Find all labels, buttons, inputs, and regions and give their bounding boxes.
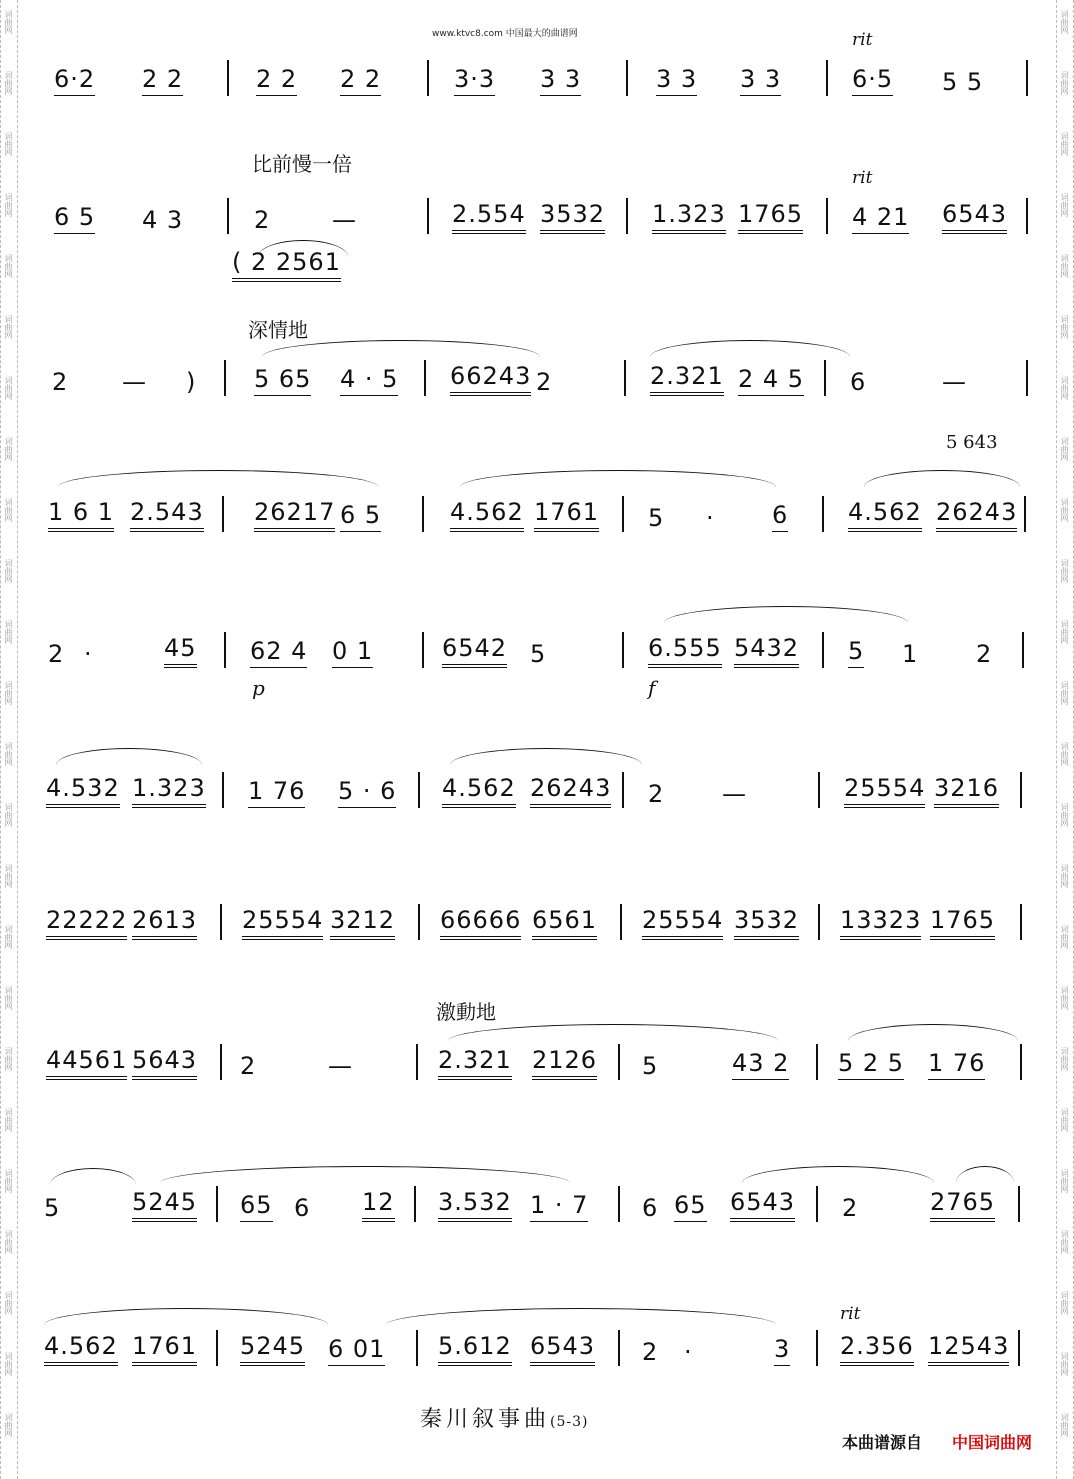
note-group: 66666	[440, 906, 521, 940]
note-group: 2.543	[130, 498, 204, 532]
watermark-text: 词曲网	[1060, 1108, 1069, 1132]
watermark-text: 词曲网	[1060, 925, 1069, 949]
note-group: 5	[848, 637, 864, 668]
note-group: 1 6 1	[48, 498, 114, 532]
watermark-text: 词曲网	[1060, 559, 1069, 583]
note-group: 26243	[530, 774, 611, 808]
watermark-text: 词曲网	[4, 1108, 13, 1132]
note-group: 3 3	[656, 65, 697, 96]
note-group: 6	[772, 501, 788, 532]
watermark-text: 词曲网	[4, 681, 13, 705]
watermark-text: 词曲网	[1060, 803, 1069, 827]
note-group: —	[122, 368, 147, 396]
note-group: 3 3	[540, 65, 581, 96]
note-group: 3	[774, 1335, 790, 1366]
note-group: 26217	[254, 498, 335, 532]
watermark-text: 词曲网	[4, 620, 13, 644]
note-group: 2 4 5	[738, 365, 804, 396]
dynamic-mark: p	[252, 676, 265, 700]
bar-line	[222, 772, 224, 808]
note-group: 4 · 5	[340, 365, 398, 396]
note-group: 4.562	[44, 1332, 118, 1366]
note-group: 5	[648, 504, 665, 532]
score-row	[44, 880, 1028, 940]
note-group: 6	[850, 368, 867, 396]
lower-voice: ( 2 2561	[232, 248, 341, 282]
bar-line	[1026, 360, 1028, 396]
score-row	[44, 174, 1028, 234]
bar-line	[626, 198, 628, 234]
note-group: 3.532	[438, 1188, 512, 1222]
note-group: 1.323	[132, 774, 206, 808]
bar-line	[1022, 632, 1024, 668]
bar-line	[427, 198, 429, 234]
ornament-note: 5 643	[946, 432, 998, 453]
note-group: 5 2 5	[838, 1049, 904, 1080]
note-group: 65	[240, 1191, 273, 1222]
score-row	[44, 336, 1028, 396]
bar-line	[227, 198, 229, 234]
watermark-text: 词曲网	[4, 1291, 13, 1315]
note-group: 5	[530, 640, 547, 668]
bar-line	[1024, 496, 1026, 532]
left-watermark-strip	[0, 0, 18, 1479]
note-group: 6·5	[852, 65, 893, 96]
note-group: —	[942, 368, 967, 396]
note-group: 2	[52, 368, 69, 396]
note-group: 2	[254, 206, 271, 234]
watermark-text: 词曲网	[4, 1169, 13, 1193]
note-group: 1761	[534, 498, 599, 532]
note-group: 1 76	[248, 777, 305, 808]
note-group: 1765	[738, 200, 803, 234]
note-group: 2 2	[340, 65, 381, 96]
watermark-text: 词曲网	[4, 437, 13, 461]
note-group: 5	[642, 1052, 659, 1080]
note-group: 44561	[46, 1046, 127, 1080]
note-group: 5643	[132, 1046, 197, 1080]
note-group: 1761	[132, 1332, 197, 1366]
note-group: 13323	[840, 906, 921, 940]
bar-line	[216, 1186, 218, 1222]
note-group: 6 5	[54, 203, 95, 234]
watermark-text: 词曲网	[4, 742, 13, 766]
bar-line	[422, 632, 424, 668]
note-group: 5245	[240, 1332, 305, 1366]
bar-line	[1018, 1330, 1020, 1366]
note-group: ·	[684, 1338, 693, 1366]
bar-line	[822, 496, 824, 532]
note-group: 2.321	[438, 1046, 512, 1080]
note-group: 2	[48, 640, 65, 668]
score-row	[44, 608, 1028, 668]
note-group: 5245	[132, 1188, 197, 1222]
piece-title	[420, 1402, 588, 1433]
note-group: 2	[842, 1194, 859, 1222]
bar-line	[622, 772, 624, 808]
watermark-text: 词曲网	[4, 193, 13, 217]
note-group: 4.562	[848, 498, 922, 532]
watermark-text: 词曲网	[4, 986, 13, 1010]
bar-line	[622, 632, 624, 668]
bar-line	[416, 1044, 418, 1080]
note-group: 2	[648, 780, 665, 808]
note-group: 4 3	[142, 206, 184, 234]
watermark-text: 词曲网	[1060, 437, 1069, 461]
watermark-text: 词曲网	[4, 1413, 13, 1437]
note-group: —	[328, 1052, 353, 1080]
watermark-text: 词曲网	[1060, 1413, 1069, 1437]
note-group: 26243	[936, 498, 1017, 532]
note-group: 6543	[730, 1188, 795, 1222]
bar-line	[622, 496, 624, 532]
note-group: 12543	[928, 1332, 1009, 1366]
note-group: 6543	[530, 1332, 595, 1366]
score-row	[44, 748, 1028, 808]
bar-line	[824, 360, 826, 396]
site-name-link[interactable]: 中国词曲网	[952, 1433, 1033, 1452]
note-group: 2 2	[256, 65, 297, 96]
bar-line	[816, 1330, 818, 1366]
note-group: 62 4	[250, 637, 307, 668]
note-group: 4 21	[852, 203, 909, 234]
bar-line	[1020, 1044, 1022, 1080]
watermark-text: 词曲网	[1060, 71, 1069, 95]
note-group: 25554	[242, 906, 323, 940]
bar-line	[618, 1186, 620, 1222]
note-group: 2613	[132, 906, 197, 940]
bar-line	[826, 198, 828, 234]
watermark-text: 词曲网	[1060, 864, 1069, 888]
note-group: 45	[164, 634, 197, 668]
bar-line	[826, 60, 828, 96]
note-group: 6	[642, 1194, 659, 1222]
note-group: 6542	[442, 634, 507, 668]
note-group: 6	[294, 1194, 311, 1222]
tempo-mark: rit	[840, 1304, 861, 1324]
note-group: 65	[674, 1191, 707, 1222]
watermark-text: 词曲网	[1060, 1047, 1069, 1071]
note-group: 2.356	[840, 1332, 914, 1366]
page-number: (5-3)	[550, 1414, 589, 1430]
note-group: 5 · 6	[338, 777, 396, 808]
score-row	[44, 1162, 1028, 1222]
note-group: 2	[240, 1052, 257, 1080]
bar-line	[822, 632, 824, 668]
note-group: 1765	[930, 906, 995, 940]
watermark-text: 词曲网	[4, 498, 13, 522]
bar-line	[424, 360, 426, 396]
note-group: 5	[44, 1194, 61, 1222]
note-group: 25554	[844, 774, 925, 808]
expression-mark: 激動地	[436, 1000, 496, 1024]
bar-line	[818, 904, 820, 940]
bar-line	[418, 772, 420, 808]
note-group: —	[722, 780, 747, 808]
score-row	[44, 1020, 1028, 1080]
watermark-text: 词曲网	[1060, 620, 1069, 644]
watermark-text: 词曲网	[1060, 1291, 1069, 1315]
expression-mark: 比前慢一倍	[252, 152, 352, 176]
note-group: —	[332, 206, 357, 234]
note-group: 1 76	[928, 1049, 985, 1080]
note-group: 2	[976, 640, 993, 668]
bar-line	[216, 1330, 218, 1366]
watermark-text: 词曲网	[4, 71, 13, 95]
note-group: 4.562	[442, 774, 516, 808]
watermark-text: 词曲网	[1060, 1169, 1069, 1193]
note-group: 3532	[540, 200, 605, 234]
bar-line	[222, 496, 224, 532]
bar-line	[1026, 198, 1028, 234]
watermark-text: 词曲网	[4, 1352, 13, 1376]
note-group: 6.555	[648, 634, 722, 668]
note-group: 2126	[532, 1046, 597, 1080]
watermark-text: 词曲网	[4, 376, 13, 400]
watermark-text: 词曲网	[4, 132, 13, 156]
score-row	[44, 1306, 1028, 1366]
note-group: 5.612	[438, 1332, 512, 1366]
note-group: ·	[706, 504, 715, 532]
bar-line	[624, 360, 626, 396]
dynamic-mark: f	[648, 676, 656, 700]
piece-title-text: 秦川叙事曲	[420, 1407, 551, 1432]
note-group: 2765	[930, 1188, 995, 1222]
watermark-text: 词曲网	[4, 559, 13, 583]
note-group: 2	[536, 368, 553, 396]
bar-line	[220, 904, 222, 940]
note-group: 0 1	[332, 637, 373, 668]
note-group: 5 5	[942, 68, 984, 96]
bar-line	[626, 60, 628, 96]
bar-line	[416, 1330, 418, 1366]
note-group: 4.532	[46, 774, 120, 808]
bar-line	[1020, 904, 1022, 940]
watermark-text: 词曲网	[1060, 742, 1069, 766]
bar-line	[1018, 1186, 1020, 1222]
note-group: 25554	[642, 906, 723, 940]
watermark-text: 词曲网	[1060, 193, 1069, 217]
watermark-text: 词曲网	[1060, 315, 1069, 339]
watermark-text: 词曲网	[1060, 1230, 1069, 1254]
note-group: 12	[362, 1188, 395, 1222]
watermark-text: 词曲网	[4, 254, 13, 278]
watermark-text: 词曲网	[1060, 1352, 1069, 1376]
note-group: 2	[642, 1338, 659, 1366]
note-group: 22222	[46, 906, 127, 940]
note-group: 2 2	[142, 65, 183, 96]
note-group: 1 · 7	[530, 1191, 588, 1222]
bar-line	[224, 360, 226, 396]
watermark-text: 词曲网	[1060, 254, 1069, 278]
watermark-text: 词曲网	[1060, 498, 1069, 522]
bar-line	[816, 1186, 818, 1222]
tempo-mark: rit	[852, 30, 873, 50]
note-group: 4.562	[450, 498, 524, 532]
score-row	[44, 472, 1028, 532]
watermark-text: 词曲网	[4, 925, 13, 949]
bar-line	[224, 632, 226, 668]
watermark-text: 词曲网	[4, 864, 13, 888]
source-label: 本曲谱源自	[842, 1433, 923, 1452]
watermark-text: 词曲网	[1060, 376, 1069, 400]
bar-line	[620, 904, 622, 940]
note-group: )	[186, 368, 197, 396]
watermark-text: 词曲网	[4, 1047, 13, 1071]
note-group: 1.323	[652, 200, 726, 234]
bar-line	[220, 1044, 222, 1080]
note-group: 6 01	[328, 1335, 385, 1366]
note-group: 1	[902, 640, 919, 668]
watermark-text: 词曲网	[1060, 986, 1069, 1010]
bar-line	[618, 1330, 620, 1366]
note-group: 3212	[330, 906, 395, 940]
note-group: 3 3	[740, 65, 781, 96]
note-group: 6 5	[340, 501, 381, 532]
bar-line	[422, 496, 424, 532]
bar-line	[818, 772, 820, 808]
note-group: 3532	[734, 906, 799, 940]
note-group: 6561	[532, 906, 597, 940]
watermark-text: 词曲网	[1060, 10, 1069, 34]
note-group: 3216	[934, 774, 999, 808]
note-group: 2.554	[452, 200, 526, 234]
bar-line	[618, 1044, 620, 1080]
note-group: 3·3	[454, 65, 495, 96]
bar-line	[418, 904, 420, 940]
bar-line	[816, 1044, 818, 1080]
note-group: 5432	[734, 634, 799, 668]
watermark-text: 词曲网	[4, 803, 13, 827]
watermark-text: 词曲网	[4, 10, 13, 34]
bar-line	[414, 1186, 416, 1222]
watermark-text: 词曲网	[1060, 132, 1069, 156]
expression-mark: 深情地	[248, 318, 308, 342]
bar-line	[227, 60, 229, 96]
right-watermark-strip	[1056, 0, 1074, 1479]
bar-line	[1026, 60, 1028, 96]
note-group: 6·2	[54, 65, 95, 96]
note-group: 2.321	[650, 362, 724, 396]
site-url: www.ktvc8.com 中国最大的曲谱网	[432, 29, 578, 39]
watermark-text: 词曲网	[1060, 681, 1069, 705]
note-group: ·	[84, 640, 93, 668]
bar-line	[1020, 772, 1022, 808]
note-group: 5 65	[254, 365, 311, 396]
bar-line	[427, 60, 429, 96]
note-group: 66243	[450, 362, 531, 396]
note-group: 43 2	[732, 1049, 789, 1080]
watermark-text: 词曲网	[4, 1230, 13, 1254]
watermark-text: 词曲网	[4, 315, 13, 339]
note-group: 6543	[942, 200, 1007, 234]
tempo-mark: rit	[852, 168, 873, 188]
